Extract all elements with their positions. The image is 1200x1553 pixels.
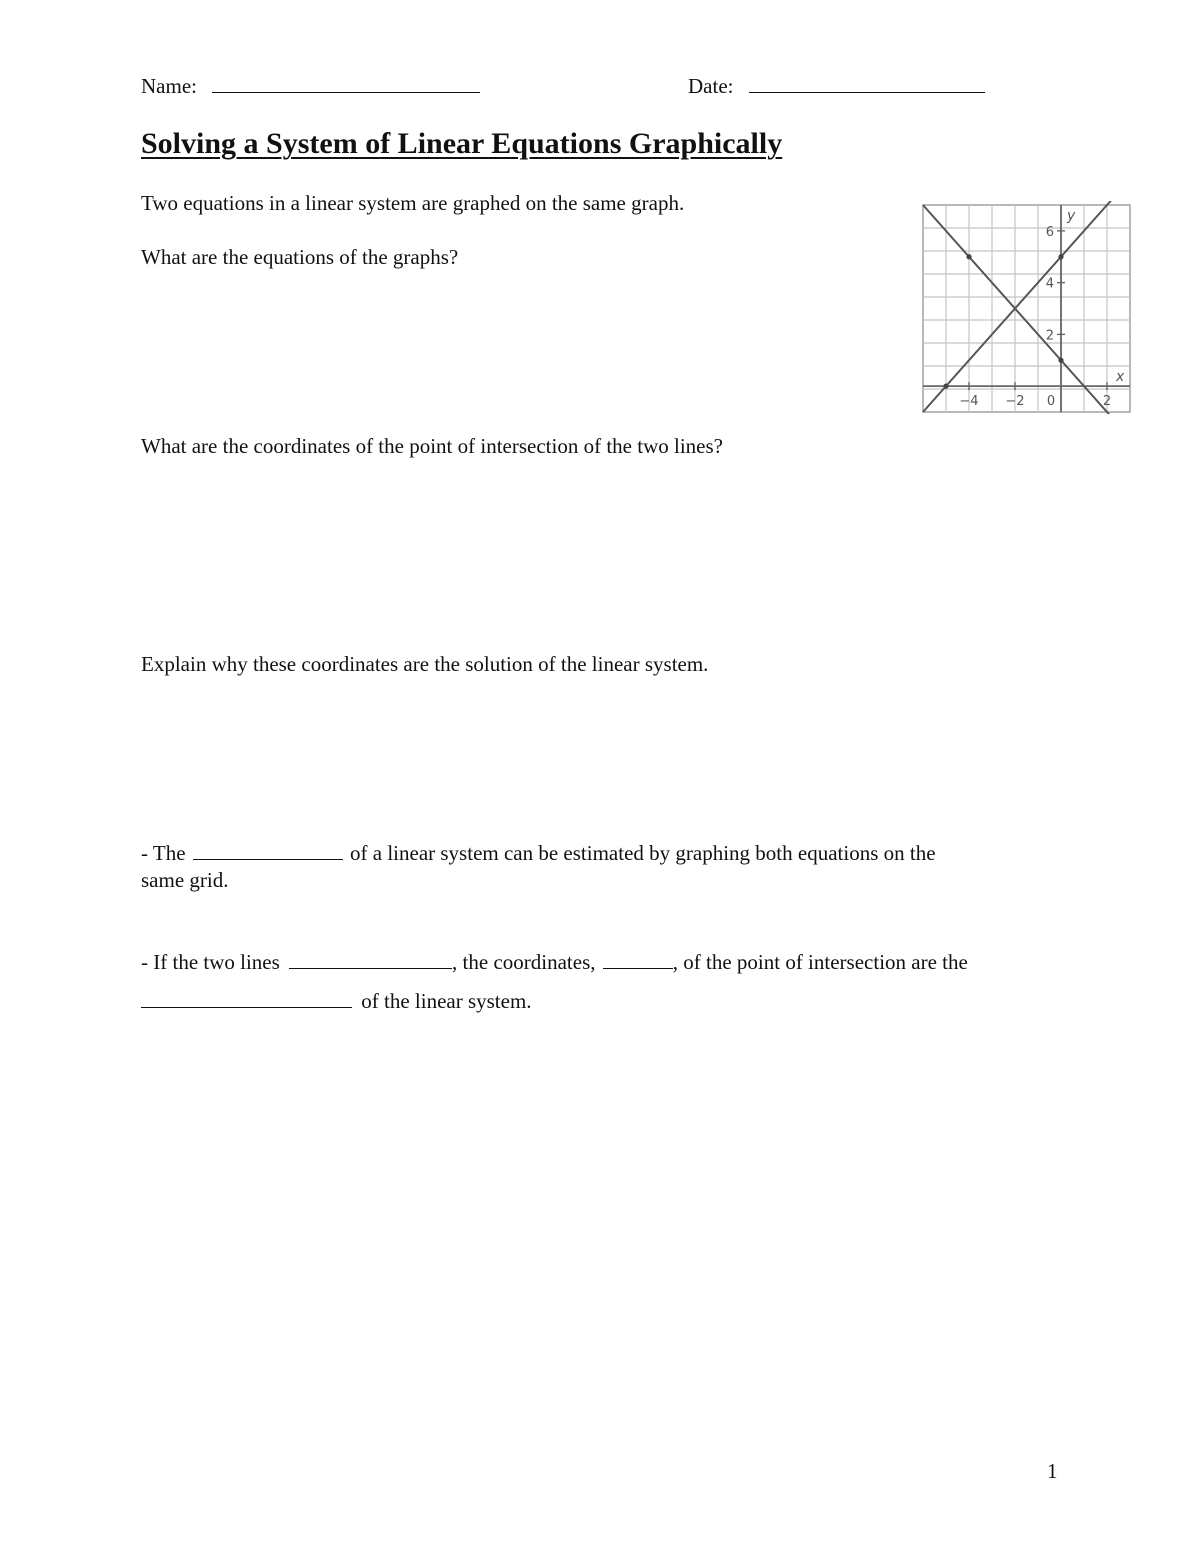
marked-point (966, 254, 971, 259)
statement-1-line-1 (141, 841, 936, 865)
blank-estimate[interactable] (193, 858, 343, 860)
question-explain: Explain why these coordinates are the solution of the linear system. (141, 652, 709, 676)
statement-2-start: - If the two lines (141, 950, 280, 974)
statement-1-start: - The (141, 841, 186, 865)
y-axis-label: y (1067, 208, 1076, 224)
name-row (141, 74, 480, 98)
statement-2-intersection: , of the point of intersection are the (672, 950, 968, 974)
y-tick-label: 4 (1045, 276, 1054, 292)
x-tick-label: −2 (1005, 394, 1025, 410)
statement-2-end: of the linear system. (361, 989, 532, 1013)
name-blank[interactable] (212, 91, 480, 93)
date-blank[interactable] (749, 91, 985, 93)
marked-point (1058, 358, 1063, 363)
x-tick-label: −4 (959, 394, 979, 410)
x-tick-label: 2 (1102, 394, 1112, 410)
graph-border (923, 205, 1130, 412)
marked-point (1058, 254, 1063, 259)
y-tick-label: 6 (1045, 224, 1054, 240)
statement-2-coordinates: , the coordinates, (452, 950, 596, 974)
page-number: 1 (1047, 1459, 1058, 1483)
blank-coordinates[interactable] (603, 967, 673, 969)
statement-2-line-2 (141, 989, 532, 1013)
date-row (688, 74, 985, 98)
y-tick-label: 2 (1045, 328, 1054, 344)
blank-lines-action[interactable] (289, 967, 452, 969)
linear-system-graph (921, 201, 1132, 414)
x-tick-label: 0 (1046, 394, 1056, 410)
statement-1-end: same grid. (141, 868, 229, 892)
blank-solution[interactable] (141, 1006, 352, 1008)
statement-2-line-1 (141, 950, 968, 974)
page-title: Solving a System of Linear Equations Graphically (141, 127, 783, 160)
name-label: Name: (141, 74, 197, 98)
marked-point (943, 384, 948, 389)
statement-1-middle: of a linear system can be estimated by graphing both equations on the (350, 841, 936, 865)
question-intersection: What are the coordinates of the point of intersection of the two lines? (141, 434, 723, 458)
x-axis-label: x (1116, 369, 1125, 386)
question-equations: What are the equations of the graphs? (141, 245, 459, 269)
date-label: Date: (688, 74, 734, 98)
intro-text: Two equations in a linear system are graphed on the same graph. (141, 191, 685, 215)
